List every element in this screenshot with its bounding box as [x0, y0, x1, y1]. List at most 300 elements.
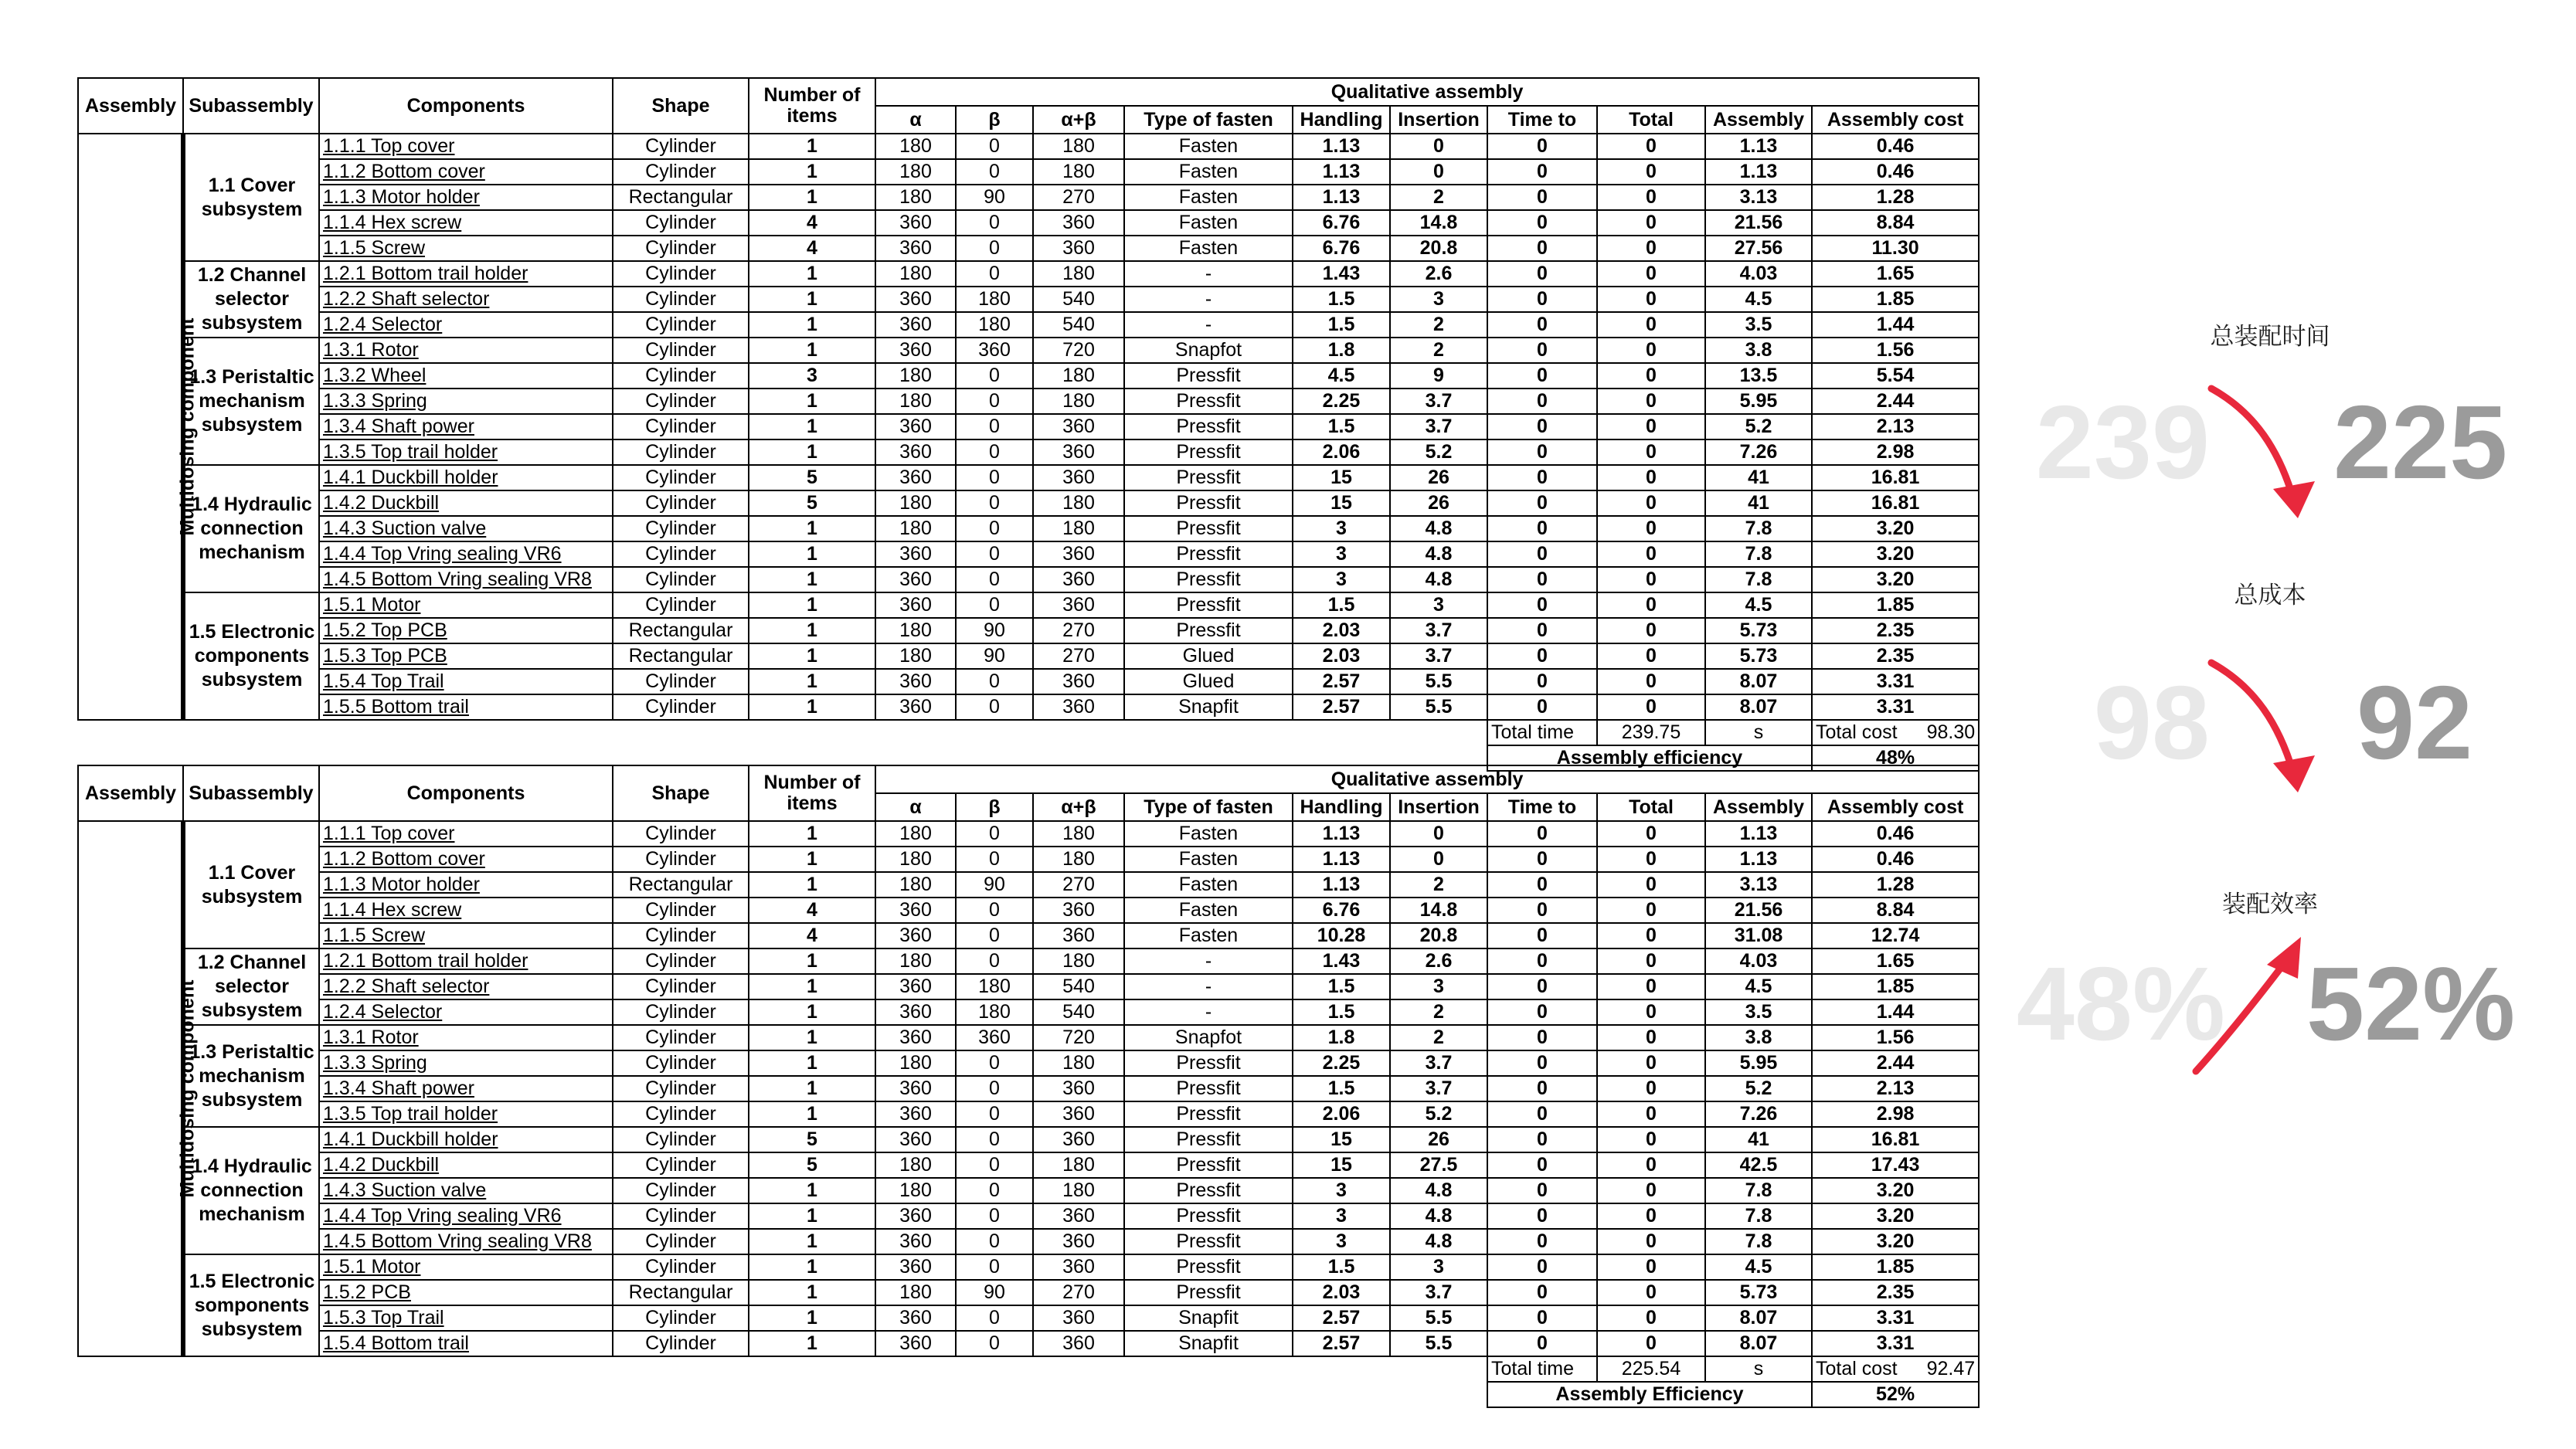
- assembly-label: Multidosing component: [176, 979, 199, 1198]
- subassembly-cell: 1.4 Hydraulic connection mechanism: [183, 465, 319, 592]
- assembly-time-cell: 7.8: [1705, 541, 1812, 567]
- assembly-cost-cell: 16.81: [1812, 490, 1979, 516]
- fasten-cell: Snapfit: [1124, 1305, 1293, 1331]
- beta-cell: 0: [956, 1127, 1033, 1152]
- time-to-cell: 0: [1487, 1178, 1597, 1203]
- blank-cell: [78, 720, 1487, 745]
- beta-cell: 0: [956, 1050, 1033, 1076]
- handling-cell: 3: [1293, 1229, 1390, 1254]
- alpha-cell: 180: [875, 363, 956, 389]
- component-cell: 1.4.3 Suction valve: [319, 516, 613, 541]
- fasten-cell: Pressfit: [1124, 567, 1293, 592]
- time-to-cell: 0: [1487, 338, 1597, 363]
- assembly-cost-cell: 0.46: [1812, 847, 1979, 872]
- beta-cell: 0: [956, 1178, 1033, 1203]
- total-cell: 0: [1597, 821, 1705, 847]
- beta-cell: 360: [956, 338, 1033, 363]
- shape-cell: Cylinder: [613, 210, 749, 236]
- header-fasten-type: Type of fasten: [1124, 793, 1293, 821]
- total-cell: 0: [1597, 1178, 1705, 1203]
- alpha-beta-cell: 360: [1033, 1203, 1124, 1229]
- shape-cell: Cylinder: [613, 999, 749, 1025]
- items-cell: 1: [749, 261, 875, 287]
- total-time-unit: s: [1705, 1356, 1812, 1382]
- component-cell: 1.4.2 Duckbill: [319, 490, 613, 516]
- items-cell: 1: [749, 414, 875, 439]
- alpha-cell: 360: [875, 236, 956, 261]
- alpha-cell: 360: [875, 1331, 956, 1356]
- assembly-time-cell: 7.8: [1705, 516, 1812, 541]
- alpha-beta-cell: 180: [1033, 261, 1124, 287]
- handling-cell: 3: [1293, 541, 1390, 567]
- component-cell: 1.1.2 Bottom cover: [319, 847, 613, 872]
- alpha-beta-cell: 180: [1033, 821, 1124, 847]
- time-to-cell: 0: [1487, 1280, 1597, 1305]
- items-cell: 1: [749, 974, 875, 999]
- shape-cell: Cylinder: [613, 847, 749, 872]
- shape-cell: Cylinder: [613, 490, 749, 516]
- items-cell: 1: [749, 592, 875, 618]
- shape-cell: Cylinder: [613, 1229, 749, 1254]
- assembly-cost-cell: 3.20: [1812, 1203, 1979, 1229]
- alpha-cell: 180: [875, 1178, 956, 1203]
- alpha-beta-cell: 720: [1033, 1025, 1124, 1050]
- component-cell: 1.4.4 Top Vring sealing VR6: [319, 541, 613, 567]
- cost-after-value: 92: [2357, 664, 2473, 781]
- assembly-cost-cell: 1.85: [1812, 592, 1979, 618]
- header-beta: β: [956, 793, 1033, 821]
- shape-cell: Cylinder: [613, 465, 749, 490]
- fasten-cell: Pressfit: [1124, 1152, 1293, 1178]
- assembly-cost-cell: 1.44: [1812, 312, 1979, 338]
- insertion-cell: 2: [1390, 185, 1487, 210]
- fasten-cell: Snapfit: [1124, 694, 1293, 720]
- insertion-cell: 3: [1390, 974, 1487, 999]
- items-cell: 1: [749, 287, 875, 312]
- component-cell: 1.4.5 Bottom Vring sealing VR8: [319, 567, 613, 592]
- fasten-cell: -: [1124, 974, 1293, 999]
- handling-cell: 1.5: [1293, 999, 1390, 1025]
- insertion-cell: 20.8: [1390, 923, 1487, 948]
- component-cell: 1.4.4 Top Vring sealing VR6: [319, 1203, 613, 1229]
- alpha-cell: 180: [875, 847, 956, 872]
- assembly-cost-cell: 2.35: [1812, 643, 1979, 669]
- shape-cell: Cylinder: [613, 694, 749, 720]
- items-cell: 3: [749, 363, 875, 389]
- component-cell: 1.1.2 Bottom cover: [319, 159, 613, 185]
- header-handling: Handling: [1293, 106, 1390, 134]
- time-to-cell: 0: [1487, 134, 1597, 159]
- beta-cell: 0: [956, 1203, 1033, 1229]
- assembly-time-cell: 1.13: [1705, 134, 1812, 159]
- beta-cell: 0: [956, 490, 1033, 516]
- time-to-cell: 0: [1487, 389, 1597, 414]
- handling-cell: 15: [1293, 465, 1390, 490]
- beta-cell: 0: [956, 363, 1033, 389]
- insertion-cell: 2.6: [1390, 261, 1487, 287]
- shape-cell: Cylinder: [613, 1178, 749, 1203]
- total-time-row: [78, 720, 1979, 745]
- total-cell: 0: [1597, 1152, 1705, 1178]
- beta-cell: 0: [956, 669, 1033, 694]
- insertion-cell: 5.5: [1390, 1331, 1487, 1356]
- shape-cell: Cylinder: [613, 669, 749, 694]
- fasten-cell: Pressfit: [1124, 1254, 1293, 1280]
- handling-cell: 3: [1293, 567, 1390, 592]
- table-row: [78, 592, 1979, 618]
- time-to-cell: 0: [1487, 974, 1597, 999]
- alpha-cell: 360: [875, 1101, 956, 1127]
- total-cost-cell: [1812, 1356, 1979, 1382]
- total-cell: 0: [1597, 974, 1705, 999]
- alpha-cell: 360: [875, 974, 956, 999]
- handling-cell: 1.5: [1293, 312, 1390, 338]
- handling-cell: 2.06: [1293, 1101, 1390, 1127]
- fasten-cell: Pressfit: [1124, 1127, 1293, 1152]
- alpha-beta-cell: 180: [1033, 363, 1124, 389]
- component-cell: 1.3.4 Shaft power: [319, 1076, 613, 1101]
- assembly-cost-cell: 8.84: [1812, 210, 1979, 236]
- header-total: Total: [1597, 793, 1705, 821]
- items-cell: 5: [749, 465, 875, 490]
- insertion-cell: 3.7: [1390, 1050, 1487, 1076]
- alpha-beta-cell: 270: [1033, 618, 1124, 643]
- table-row: [78, 872, 1979, 898]
- assembly-time-cell: 4.03: [1705, 948, 1812, 974]
- table-row: [78, 363, 1979, 389]
- fasten-cell: Fasten: [1124, 134, 1293, 159]
- alpha-beta-cell: 360: [1033, 210, 1124, 236]
- items-cell: 1: [749, 541, 875, 567]
- header-alpha: α: [875, 106, 956, 134]
- time-after-value: 225: [2333, 384, 2508, 501]
- component-cell: 1.5.1 Motor: [319, 1254, 613, 1280]
- items-cell: 1: [749, 694, 875, 720]
- arrow-up-icon: [2187, 931, 2310, 1077]
- assembly-time-cell: 1.13: [1705, 847, 1812, 872]
- items-cell: 1: [749, 1101, 875, 1127]
- handling-cell: 6.76: [1293, 210, 1390, 236]
- alpha-cell: 360: [875, 898, 956, 923]
- alpha-cell: 180: [875, 821, 956, 847]
- assembly-time-cell: 8.07: [1705, 1331, 1812, 1356]
- alpha-beta-cell: 180: [1033, 1178, 1124, 1203]
- alpha-cell: 360: [875, 1305, 956, 1331]
- component-cell: 1.5.2 PCB: [319, 1280, 613, 1305]
- header-time-to: Time to: [1487, 793, 1597, 821]
- component-cell: 1.4.1 Duckbill holder: [319, 465, 613, 490]
- shape-cell: Cylinder: [613, 1152, 749, 1178]
- table-row: [78, 210, 1979, 236]
- total-cell: 0: [1597, 414, 1705, 439]
- items-cell: 1: [749, 1076, 875, 1101]
- header-assembly: Assembly: [78, 765, 183, 821]
- assembly-cost-cell: 3.20: [1812, 567, 1979, 592]
- alpha-beta-cell: 540: [1033, 312, 1124, 338]
- total-cell: 0: [1597, 923, 1705, 948]
- total-cell: 0: [1597, 439, 1705, 465]
- items-cell: 1: [749, 1305, 875, 1331]
- handling-cell: 10.28: [1293, 923, 1390, 948]
- total-cell: 0: [1597, 312, 1705, 338]
- items-cell: 1: [749, 159, 875, 185]
- insertion-cell: 26: [1390, 465, 1487, 490]
- shape-cell: Rectangular: [613, 1280, 749, 1305]
- total-cell: 0: [1597, 592, 1705, 618]
- table-row: [78, 1280, 1979, 1305]
- beta-cell: 180: [956, 974, 1033, 999]
- items-cell: 1: [749, 872, 875, 898]
- table-row: [78, 1178, 1979, 1203]
- metric-title-efficiency: 装配效率: [2222, 891, 2318, 918]
- alpha-beta-cell: 360: [1033, 414, 1124, 439]
- shape-cell: Rectangular: [613, 872, 749, 898]
- fasten-cell: Snapfot: [1124, 338, 1293, 363]
- insertion-cell: 0: [1390, 821, 1487, 847]
- shape-cell: Cylinder: [613, 974, 749, 999]
- component-cell: 1.1.3 Motor holder: [319, 185, 613, 210]
- fasten-cell: Pressfit: [1124, 592, 1293, 618]
- total-cell: 0: [1597, 389, 1705, 414]
- total-time-value: 225.54: [1597, 1356, 1705, 1382]
- total-cost-label: Total cost: [1816, 1358, 1898, 1379]
- table-row: [78, 1025, 1979, 1050]
- fasten-cell: Pressfit: [1124, 618, 1293, 643]
- table-row: [78, 338, 1979, 363]
- table-row: [78, 643, 1979, 669]
- time-to-cell: 0: [1487, 1076, 1597, 1101]
- alpha-beta-cell: 270: [1033, 643, 1124, 669]
- insertion-cell: 5.5: [1390, 694, 1487, 720]
- total-cell: 0: [1597, 898, 1705, 923]
- shape-cell: Cylinder: [613, 541, 749, 567]
- handling-cell: 2.03: [1293, 1280, 1390, 1305]
- assembly-cost-cell: 1.44: [1812, 999, 1979, 1025]
- assembly-cost-cell: 11.30: [1812, 236, 1979, 261]
- time-to-cell: 0: [1487, 999, 1597, 1025]
- shape-cell: Rectangular: [613, 618, 749, 643]
- handling-cell: 2.57: [1293, 1305, 1390, 1331]
- items-cell: 1: [749, 1229, 875, 1254]
- header-shape: Shape: [613, 765, 749, 821]
- items-cell: 5: [749, 1127, 875, 1152]
- beta-cell: 0: [956, 1152, 1033, 1178]
- alpha-cell: 180: [875, 1050, 956, 1076]
- assembly-time-cell: 5.2: [1705, 1076, 1812, 1101]
- assembly-cost-cell: 1.56: [1812, 338, 1979, 363]
- assembly-time-cell: 5.2: [1705, 414, 1812, 439]
- insertion-cell: 4.8: [1390, 1178, 1487, 1203]
- table-row: [78, 618, 1979, 643]
- assembly-cost-cell: 1.65: [1812, 948, 1979, 974]
- handling-cell: 6.76: [1293, 898, 1390, 923]
- insertion-cell: 4.8: [1390, 567, 1487, 592]
- assembly-cost-cell: 2.13: [1812, 414, 1979, 439]
- beta-cell: 0: [956, 159, 1033, 185]
- header-assembly: Assembly: [78, 78, 183, 134]
- assembly-cost-cell: 1.56: [1812, 1025, 1979, 1050]
- fasten-cell: -: [1124, 312, 1293, 338]
- alpha-beta-cell: 180: [1033, 159, 1124, 185]
- component-cell: 1.5.2 Top PCB: [319, 618, 613, 643]
- time-to-cell: 0: [1487, 363, 1597, 389]
- fasten-cell: Pressfit: [1124, 363, 1293, 389]
- assembly-cost-cell: 3.20: [1812, 1229, 1979, 1254]
- alpha-beta-cell: 540: [1033, 287, 1124, 312]
- dfa-table-optimized: [77, 765, 1980, 1408]
- table-row: [78, 414, 1979, 439]
- alpha-cell: 180: [875, 516, 956, 541]
- alpha-beta-cell: 360: [1033, 541, 1124, 567]
- shape-cell: Cylinder: [613, 948, 749, 974]
- beta-cell: 0: [956, 439, 1033, 465]
- assembly-cost-cell: 16.81: [1812, 465, 1979, 490]
- items-cell: 4: [749, 236, 875, 261]
- component-cell: 1.5.4 Top Trail: [319, 669, 613, 694]
- header-components: Components: [319, 78, 613, 134]
- shape-cell: Cylinder: [613, 1050, 749, 1076]
- shape-cell: Cylinder: [613, 363, 749, 389]
- table-row: [78, 923, 1979, 948]
- fasten-cell: Fasten: [1124, 210, 1293, 236]
- alpha-beta-cell: 180: [1033, 516, 1124, 541]
- alpha-cell: 360: [875, 541, 956, 567]
- items-cell: 1: [749, 312, 875, 338]
- subassembly-cell: 1.1 Cover subsystem: [183, 134, 319, 261]
- handling-cell: 2.06: [1293, 439, 1390, 465]
- assembly-cost-cell: 1.28: [1812, 872, 1979, 898]
- alpha-cell: 360: [875, 694, 956, 720]
- shape-cell: Cylinder: [613, 592, 749, 618]
- fasten-cell: Pressfit: [1124, 1203, 1293, 1229]
- assembly-cost-cell: 8.84: [1812, 898, 1979, 923]
- insertion-cell: 4.8: [1390, 516, 1487, 541]
- assembly-cost-cell: 3.20: [1812, 516, 1979, 541]
- header-assembly-time: Assembly: [1705, 793, 1812, 821]
- alpha-cell: 360: [875, 592, 956, 618]
- shape-cell: Cylinder: [613, 1025, 749, 1050]
- assembly-cost-cell: 2.98: [1812, 1101, 1979, 1127]
- beta-cell: 0: [956, 821, 1033, 847]
- handling-cell: 2.57: [1293, 1331, 1390, 1356]
- assembly-time-cell: 8.07: [1705, 1305, 1812, 1331]
- total-cell: 0: [1597, 541, 1705, 567]
- fasten-cell: Fasten: [1124, 236, 1293, 261]
- items-cell: 1: [749, 1025, 875, 1050]
- header-alpha-beta: α+β: [1033, 106, 1124, 134]
- table-row: [78, 261, 1979, 287]
- component-cell: 1.3.1 Rotor: [319, 338, 613, 363]
- beta-cell: 90: [956, 185, 1033, 210]
- beta-cell: 0: [956, 465, 1033, 490]
- component-cell: 1.1.1 Top cover: [319, 134, 613, 159]
- items-cell: 5: [749, 1152, 875, 1178]
- beta-cell: 0: [956, 1254, 1033, 1280]
- header-insertion: Insertion: [1390, 793, 1487, 821]
- table-row: [78, 1203, 1979, 1229]
- total-cost-label: Total cost: [1816, 721, 1898, 743]
- assembly-time-cell: 5.73: [1705, 643, 1812, 669]
- assembly-time-cell: 3.8: [1705, 1025, 1812, 1050]
- fasten-cell: Fasten: [1124, 898, 1293, 923]
- beta-cell: 0: [956, 567, 1033, 592]
- assembly-time-cell: 41: [1705, 465, 1812, 490]
- alpha-cell: 360: [875, 1076, 956, 1101]
- assembly-cost-cell: 1.85: [1812, 974, 1979, 999]
- assembly-time-cell: 4.5: [1705, 1254, 1812, 1280]
- assembly-time-cell: 1.13: [1705, 821, 1812, 847]
- shape-cell: Cylinder: [613, 159, 749, 185]
- alpha-cell: 180: [875, 1152, 956, 1178]
- component-cell: 1.5.3 Top PCB: [319, 643, 613, 669]
- table-row: [78, 999, 1979, 1025]
- table-row: [78, 669, 1979, 694]
- table-row: [78, 1050, 1979, 1076]
- insertion-cell: 4.8: [1390, 541, 1487, 567]
- assembly-time-cell: 21.56: [1705, 210, 1812, 236]
- assembly-cost-cell: 3.31: [1812, 669, 1979, 694]
- time-to-cell: 0: [1487, 847, 1597, 872]
- handling-cell: 1.13: [1293, 185, 1390, 210]
- total-time-value: 239.75: [1597, 720, 1705, 745]
- handling-cell: 15: [1293, 1127, 1390, 1152]
- shape-cell: Cylinder: [613, 1203, 749, 1229]
- subassembly-cell: 1.2 Channel selector subsystem: [183, 948, 319, 1025]
- component-cell: 1.5.1 Motor: [319, 592, 613, 618]
- alpha-cell: 180: [875, 389, 956, 414]
- alpha-beta-cell: 720: [1033, 338, 1124, 363]
- shape-cell: Cylinder: [613, 1305, 749, 1331]
- time-to-cell: 0: [1487, 1203, 1597, 1229]
- shape-cell: Rectangular: [613, 185, 749, 210]
- component-cell: 1.2.2 Shaft selector: [319, 974, 613, 999]
- time-to-cell: 0: [1487, 898, 1597, 923]
- total-cell: 0: [1597, 618, 1705, 643]
- alpha-beta-cell: 360: [1033, 567, 1124, 592]
- alpha-cell: 180: [875, 261, 956, 287]
- time-to-cell: 0: [1487, 643, 1597, 669]
- component-cell: 1.3.5 Top trail holder: [319, 1101, 613, 1127]
- total-cell: 0: [1597, 1127, 1705, 1152]
- beta-cell: 0: [956, 414, 1033, 439]
- items-cell: 1: [749, 821, 875, 847]
- assembly-cost-cell: 3.20: [1812, 541, 1979, 567]
- beta-cell: 0: [956, 389, 1033, 414]
- assembly-time-cell: 7.8: [1705, 1203, 1812, 1229]
- assembly-time-cell: 5.73: [1705, 618, 1812, 643]
- alpha-cell: 360: [875, 465, 956, 490]
- alpha-beta-cell: 360: [1033, 923, 1124, 948]
- assembly-time-cell: 5.95: [1705, 389, 1812, 414]
- total-cell: 0: [1597, 185, 1705, 210]
- fasten-cell: -: [1124, 948, 1293, 974]
- time-to-cell: 0: [1487, 541, 1597, 567]
- handling-cell: 1.43: [1293, 948, 1390, 974]
- fasten-cell: Pressfit: [1124, 1178, 1293, 1203]
- handling-cell: 3: [1293, 1203, 1390, 1229]
- assembly-cost-cell: 2.35: [1812, 1280, 1979, 1305]
- handling-cell: 1.5: [1293, 287, 1390, 312]
- time-to-cell: 0: [1487, 567, 1597, 592]
- blank-cell: [78, 1356, 1487, 1382]
- alpha-beta-cell: 270: [1033, 185, 1124, 210]
- insertion-cell: 5.2: [1390, 1101, 1487, 1127]
- shape-cell: Cylinder: [613, 1331, 749, 1356]
- header-alpha: α: [875, 793, 956, 821]
- handling-cell: 2.57: [1293, 669, 1390, 694]
- time-to-cell: 0: [1487, 159, 1597, 185]
- assembly-time-cell: 7.26: [1705, 1101, 1812, 1127]
